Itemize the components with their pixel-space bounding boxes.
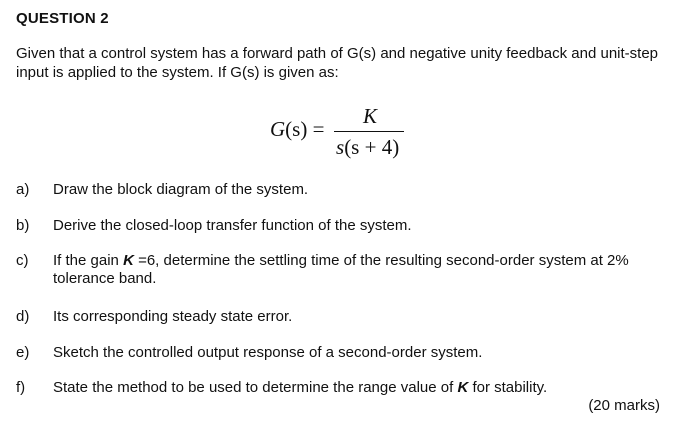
- fraction-bar: [334, 131, 404, 132]
- part-text: Sketch the controlled output response of a second-order system.: [53, 344, 483, 361]
- equation-lhs-arg: (s) =: [285, 117, 325, 141]
- part-label: b): [16, 217, 30, 234]
- gain-variable: K: [123, 252, 134, 269]
- question-title: QUESTION 2: [16, 10, 109, 27]
- part-label: c): [16, 252, 29, 269]
- part-text-pre: If the gain: [53, 252, 124, 269]
- part-label: a): [16, 181, 30, 198]
- part-label: e): [16, 344, 30, 361]
- part-text-post: =6, determine the settling time of the resulting second-order system at 2% tolerance band.: [53, 252, 629, 287]
- equation-denominator-var: s: [336, 135, 345, 159]
- equation-denominator-rest: (s + 4): [344, 135, 400, 159]
- part-text-post: for stability.: [468, 379, 548, 396]
- part-label: d): [16, 308, 30, 325]
- equation-numerator: K: [362, 104, 377, 128]
- equation-lhs: [270, 117, 324, 142]
- equation-lhs-func: G: [270, 117, 286, 141]
- part-text: [53, 252, 673, 288]
- part-text: [53, 379, 673, 397]
- part-text: Derive the closed-loop transfer function of the system.: [53, 217, 412, 234]
- equation-denominator: [336, 135, 399, 160]
- transfer-function-equation: [270, 104, 430, 164]
- part-label: f): [16, 379, 26, 396]
- question-intro: Given that a control system has a forward path of G(s) and negative unity feedback and unit-step input is applied to the system. If G(s) is given as:: [16, 45, 659, 81]
- gain-variable: K: [457, 379, 469, 396]
- part-text: Its corresponding steady state error.: [53, 308, 293, 325]
- part-text-pre: State the method to be used to determine the range value of: [53, 379, 458, 396]
- part-text: Draw the block diagram of the system.: [53, 181, 309, 198]
- marks-total: (20 marks): [588, 397, 660, 414]
